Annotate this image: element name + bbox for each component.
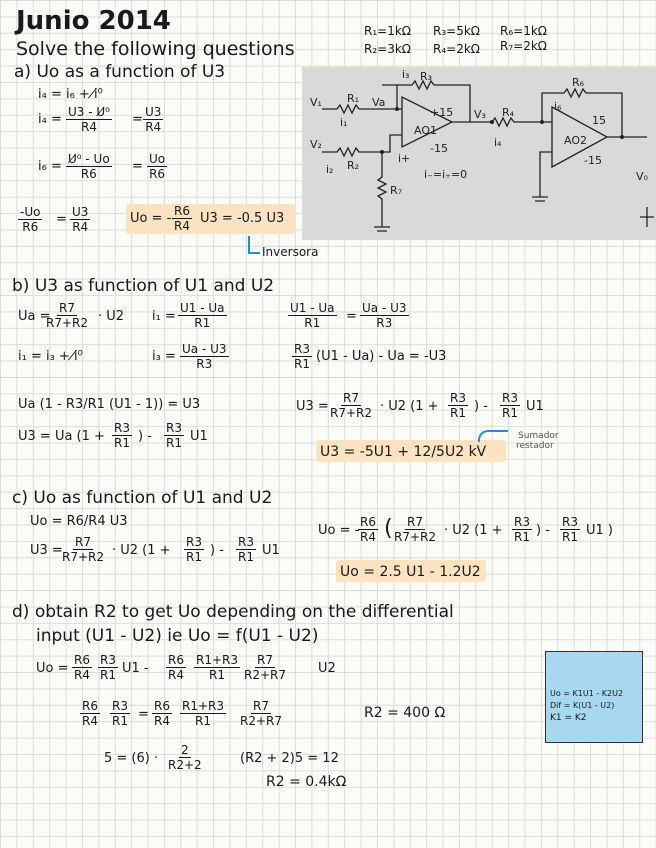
part-d-heading-line1: d) obtain R2 to get Uo depending on the differential — [12, 602, 454, 622]
denominator: R4 — [81, 120, 97, 134]
eq-text: · U2 (1 + — [380, 399, 439, 414]
denominator: R3 — [196, 357, 213, 371]
fraction — [244, 654, 286, 681]
eq-text: Ua = — [18, 309, 51, 324]
denominator: R1 — [450, 406, 466, 420]
fraction — [112, 422, 132, 449]
numerator: R3 — [514, 515, 530, 529]
denominator: R4 — [154, 714, 170, 728]
fraction — [560, 516, 580, 543]
eq-text: = — [346, 309, 357, 324]
sumador-arrow-icon — [478, 430, 508, 442]
eq-text: · U2 (1 + — [112, 543, 171, 558]
denominator: R1 — [304, 316, 321, 330]
numerator: U3 — [72, 205, 89, 219]
denominator: R2+R7 — [244, 668, 286, 682]
label-i3: i₃ — [402, 68, 410, 81]
fraction — [172, 205, 192, 232]
label-r3: R₃ — [420, 70, 433, 83]
page-title: Junio 2014 — [16, 6, 171, 36]
fraction — [178, 302, 227, 329]
numerator: R3 — [166, 421, 182, 435]
label-v1: V₁ — [310, 96, 322, 109]
fraction — [358, 516, 378, 543]
numerator: R7 — [253, 699, 269, 713]
part-d-eq5: R2 = 0.4kΩ — [266, 774, 347, 790]
eq-text: (U1 - Ua) - Ua = -U3 — [316, 349, 447, 364]
eq-text: ( — [384, 516, 393, 541]
resistor-r7: R₇=2kΩ — [500, 39, 547, 53]
denominator: R6 — [22, 220, 39, 234]
label-r4: R₄ — [502, 106, 515, 119]
numerator: R6 — [154, 699, 170, 713]
denominator: R4 — [74, 668, 90, 682]
part-b-result: U3 = -5U1 + 12/5U2 kV — [320, 444, 487, 460]
numerator: R3 — [114, 421, 130, 435]
resistor-r4: R₄=2kΩ — [433, 42, 480, 56]
circuit-diagram — [302, 67, 656, 240]
label-plus15-ao2: 15 — [592, 114, 606, 127]
summary-line1: Uo = K1U1 - K2U2 — [550, 689, 624, 698]
numerator: R7 — [75, 535, 91, 549]
denominator: R2+2 — [168, 758, 202, 772]
numerator: R1+R3 — [196, 653, 238, 667]
eq-text: 5 = (6) · — [104, 751, 159, 766]
resistor-r1: R₁=1kΩ — [364, 24, 411, 38]
eq-text: U3 = -0.5 U3 — [200, 211, 285, 226]
summary-box — [545, 651, 643, 743]
label-plus15-ao1: +15 — [430, 106, 454, 119]
eq-text: i₃ = — [152, 349, 176, 364]
label-minus15-ao2: -15 — [584, 154, 602, 167]
fraction — [70, 206, 90, 233]
part-b-note-restador: restador — [516, 441, 554, 451]
numerator: R3 — [450, 391, 466, 405]
denominator: R2+R7 — [240, 714, 282, 728]
part-b-eq4: i₁ = i₃ + i̸⁰ — [18, 349, 83, 364]
eq-text: = - — [132, 159, 152, 174]
eq-text: = — [56, 212, 67, 227]
denominator: R1 — [100, 668, 116, 682]
denominator: R1 — [562, 530, 578, 544]
denominator: R1 — [186, 550, 202, 564]
denominator: R3 — [376, 316, 393, 330]
label-v2: V₂ — [310, 138, 322, 151]
denominator: R1 — [195, 714, 211, 728]
denominator: R4 — [82, 714, 98, 728]
eq-text: i₁ = — [152, 309, 176, 324]
fraction — [288, 302, 337, 329]
fraction — [80, 700, 100, 727]
label-minus15-ao1: -15 — [430, 142, 448, 155]
eq-text: ) - — [210, 543, 224, 558]
numerator: R3 — [294, 342, 310, 356]
fraction — [180, 343, 229, 370]
eq-text: U2 — [318, 661, 336, 676]
label-r7: R₇ — [390, 184, 403, 197]
eq-text: · U2 (1 + — [444, 523, 503, 538]
denominator: R4 — [72, 220, 89, 234]
eq-text: U1 ) — [586, 523, 613, 538]
denominator: R1 — [209, 668, 225, 682]
eq-text: = — [132, 112, 143, 127]
fraction — [66, 106, 112, 133]
eq-text: ) - — [474, 399, 488, 414]
fraction — [164, 422, 184, 449]
summary-line3: K1 = K2 — [550, 713, 587, 723]
fraction — [166, 654, 186, 681]
denominator: R1 — [514, 530, 530, 544]
part-a-heading: a) Uo as a function of U3 — [14, 62, 226, 82]
inversora-arrow-icon — [248, 236, 260, 254]
numerator: R3 — [186, 535, 202, 549]
label-i1: i₁ — [340, 116, 348, 129]
fraction — [168, 744, 202, 771]
denominator: R1 — [112, 714, 128, 728]
resistor-r2: R₂=3kΩ — [364, 42, 411, 56]
resistor-r6: R₆=1kΩ — [500, 24, 547, 38]
numerator: R3 — [100, 653, 116, 667]
label-r6: R₆ — [572, 76, 585, 89]
fraction — [240, 700, 282, 727]
numerator: Ua - U3 — [182, 342, 227, 356]
denominator: R4 — [174, 219, 190, 233]
eq-text: ) - — [536, 523, 550, 538]
summary-line2: Dif = K(U1 - U2) — [550, 701, 615, 710]
numerator: U3 - U̸⁰ — [68, 105, 110, 119]
denominator: R1 — [294, 357, 310, 371]
fraction — [72, 654, 92, 681]
numerator: R7 — [59, 301, 75, 315]
label-v3: V₃ — [474, 108, 486, 121]
eq-text: U1 — [526, 399, 544, 414]
numerator: R1+R3 — [182, 699, 224, 713]
numerator: R7 — [407, 515, 423, 529]
part-a-note: Inversora — [262, 245, 319, 259]
part-c-eq1: Uo = R6/R4 U3 — [30, 514, 128, 529]
denominator: R6 — [80, 167, 97, 181]
numerator: R6 — [174, 204, 190, 218]
part-b-note-sumador: Sumador — [518, 431, 559, 441]
numerator: -Uo — [20, 205, 41, 219]
label-vo: V₀ — [636, 170, 648, 183]
eq-text: U1 — [190, 429, 208, 444]
label-ao1: AO1 — [414, 124, 437, 137]
numerator: U3 — [145, 105, 162, 119]
eq-text: = — [138, 707, 149, 722]
fraction — [110, 700, 130, 727]
eq-text: U3 = Ua (1 + — [18, 429, 105, 444]
fraction — [184, 536, 204, 563]
denominator: R7+R2 — [46, 316, 88, 330]
fraction — [512, 516, 532, 543]
part-c-heading: c) Uo as function of U1 and U2 — [12, 488, 273, 508]
denominator: R7+R2 — [330, 406, 372, 420]
eq-text: U3 = — [296, 399, 329, 414]
eq-text: U1 - — [122, 661, 149, 676]
part-a-eq1: i₄ = i₆ + i̸⁰ — [38, 87, 103, 102]
numerator: R7 — [343, 391, 359, 405]
resistor-r3: R₃=5kΩ — [433, 24, 480, 38]
part-d-heading-line2: input (U1 - U2) ie Uo = f(U1 - U2) — [36, 626, 319, 646]
part-b-eq7: Ua (1 - R3/R1 (U1 - 1)) = U3 — [18, 397, 201, 412]
label-ao2: AO2 — [564, 134, 587, 147]
fraction — [292, 343, 312, 370]
denominator: R7+R2 — [394, 530, 436, 544]
numerator: R3 — [502, 391, 518, 405]
denominator: R7+R2 — [62, 550, 104, 564]
fraction — [98, 654, 118, 681]
part-d-r2-result: R2 = 400 Ω — [364, 705, 446, 721]
eq-text: U3 = — [30, 543, 63, 558]
eq-text: · U2 — [98, 309, 125, 324]
denominator: R6 — [149, 167, 166, 181]
fraction — [236, 536, 256, 563]
denominator: R4 — [360, 530, 376, 544]
numerator: Ua - U3 — [362, 301, 407, 315]
denominator: R1 — [194, 316, 211, 330]
fraction — [46, 302, 88, 329]
numerator: U̸⁰ - Uo — [68, 152, 110, 166]
fraction — [147, 153, 167, 180]
part-c-result: Uo = 2.5 U1 - 1.2U2 — [340, 564, 481, 580]
page-subtitle: Solve the following questions — [16, 38, 295, 60]
fraction — [66, 153, 112, 180]
numerator: Uo — [149, 152, 166, 166]
fraction — [152, 700, 172, 727]
numerator: U1 - Ua — [290, 301, 335, 315]
denominator: R4 — [168, 668, 184, 682]
denominator: R1 — [114, 436, 130, 450]
label-r1: R₁ — [347, 92, 360, 105]
eq-text: i₄ = — [38, 112, 62, 127]
numerator: U1 - Ua — [180, 301, 225, 315]
numerator: R3 — [562, 515, 578, 529]
part-d-eq4: (R2 + 2)5 = 12 — [240, 751, 339, 766]
fraction — [194, 654, 240, 681]
numerator: 2 — [181, 743, 189, 757]
numerator: R3 — [238, 535, 254, 549]
fraction — [330, 392, 372, 419]
numerator: R6 — [74, 653, 90, 667]
fraction — [394, 516, 436, 543]
numerator: R6 — [360, 515, 376, 529]
denominator: R1 — [238, 550, 254, 564]
label-currents-zero: i₋=i₊=0 — [424, 168, 468, 181]
denominator: R4 — [145, 120, 162, 134]
label-i2: i₂ — [326, 163, 334, 176]
fraction — [62, 536, 104, 563]
fraction — [500, 392, 520, 419]
label-r2: R₂ — [347, 159, 360, 172]
label-i6: i₆ — [554, 100, 562, 113]
fraction — [18, 206, 42, 233]
fraction — [360, 302, 409, 329]
eq-text: ) - — [138, 429, 152, 444]
numerator: R7 — [257, 653, 273, 667]
denominator: R1 — [166, 436, 182, 450]
fraction — [448, 392, 468, 419]
eq-text: Uo = — [36, 661, 69, 676]
label-iplus: i+ — [398, 152, 411, 165]
numerator: R6 — [82, 699, 98, 713]
fraction — [143, 106, 163, 133]
fraction — [180, 700, 226, 727]
numerator: R6 — [168, 653, 184, 667]
eq-text: U1 — [262, 543, 280, 558]
denominator: R1 — [502, 406, 518, 420]
part-b-heading: b) U3 as function of U1 and U2 — [12, 276, 275, 296]
numerator: R3 — [112, 699, 128, 713]
label-i4: i₄ — [494, 136, 502, 149]
eq-text: Uo = - — [318, 523, 360, 538]
eq-text: i₆ = — [38, 159, 62, 174]
label-va: Va — [372, 96, 386, 109]
eq-text: Uo = - — [130, 211, 172, 226]
